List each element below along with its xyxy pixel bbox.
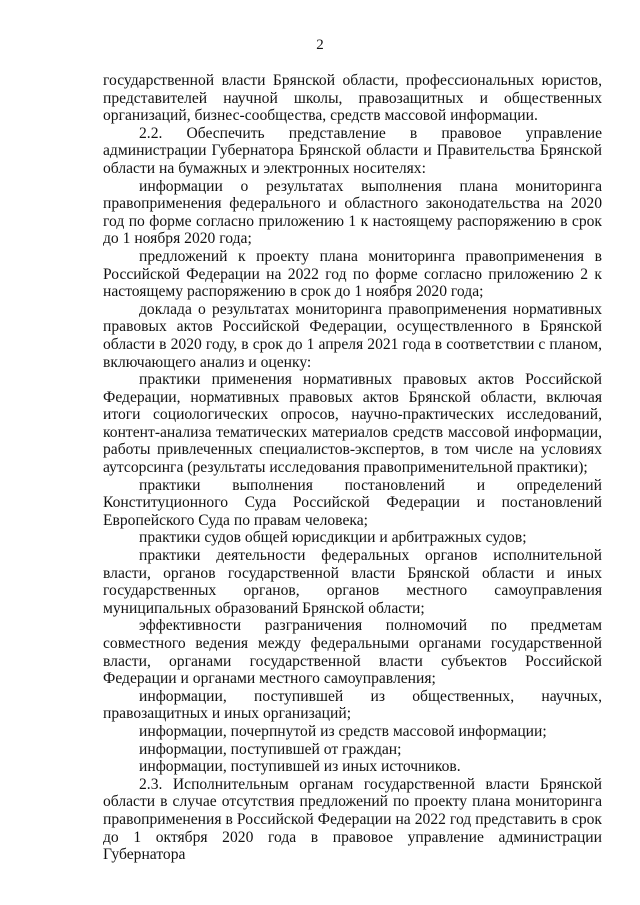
paragraph: эффективности разграничения полномочий по предметам совместного ведения между федеральными органами государственной власти, органами государственной власти субъектов Российской Федерации и органами местного самоуправления; [103, 617, 602, 688]
paragraph: доклада о результатах мониторинга правоприменения нормативных правовых актов Российской Федерации, осуществленного в Брянской области в 2020 году, в срок до 1 апреля 2021 года в соответствии с планом, включающего анализ и оценку: [103, 300, 602, 371]
page-number: 2 [316, 37, 324, 53]
document-body [103, 72, 602, 864]
paragraph: информации, поступившей от граждан; [139, 740, 402, 758]
paragraph: 2.3. Исполнительным органам государственной власти Брянской области в случае отсутствия предложений по проекту плана мониторинга правоприменения в Российской Федерации на 2022 год представить в срок до 1 октября 2020 года в правовое управление администрации Губернатора [103, 775, 602, 864]
paragraph: информации о результатах выполнения плана мониторинга правоприменения федерального и областного законодательства на 2020 год по форме согласно приложению 1 к настоящему распоряжению в срок до 1 ноября 2020 года; [103, 177, 602, 248]
paragraph: информации, почерпнутой из средств массовой информации; [139, 722, 547, 740]
paragraph: 2.2. Обеспечить представление в правовое управление администрации Губернатора Брянской области и Правительства Брянской области на бумажных и электронных носителях: [103, 124, 602, 177]
paragraph: предложений к проекту плана мониторинга правоприменения в Российской Федерации на 2022 год по форме согласно приложению 2 к настоящему распоряжению в срок до 1 ноября 2020 года; [103, 247, 602, 301]
paragraph: информации, поступившей из иных источников. [139, 758, 461, 776]
paragraph: практики деятельности федеральных органов исполнительной власти, органов государственной власти Брянской области и иных государственных органов, органов местного самоуправления муниципальных образований Брянской области; [103, 547, 602, 617]
paragraph: информации, поступившей из общественных, научных, правозащитных и иных организаций; [103, 687, 602, 723]
paragraph: практики выполнения постановлений и определений Конституционного Суда Российской Федерации и постановлений Европейского Суда по правам человека; [103, 476, 602, 529]
paragraph: государственной власти Брянской области, профессиональных юристов, представителей научной школы, правозащитных и общественных организаций, бизнес-сообщества, средств массовой информации. [103, 72, 602, 125]
paragraph: практики применения нормативных правовых актов Российской Федерации, нормативных правовых актов Брянской области, включая итоги социологических опросов, научно-практических исследований, контент-анализа тематических материалов средств массовой информации, работы привлеченных специалистов-экспертов, в том числе на условиях аутсорсинга (результаты исследования правоприменительной практики); [103, 371, 602, 477]
paragraph: практики судов общей юрисдикции и арбитражных судов; [139, 529, 527, 547]
